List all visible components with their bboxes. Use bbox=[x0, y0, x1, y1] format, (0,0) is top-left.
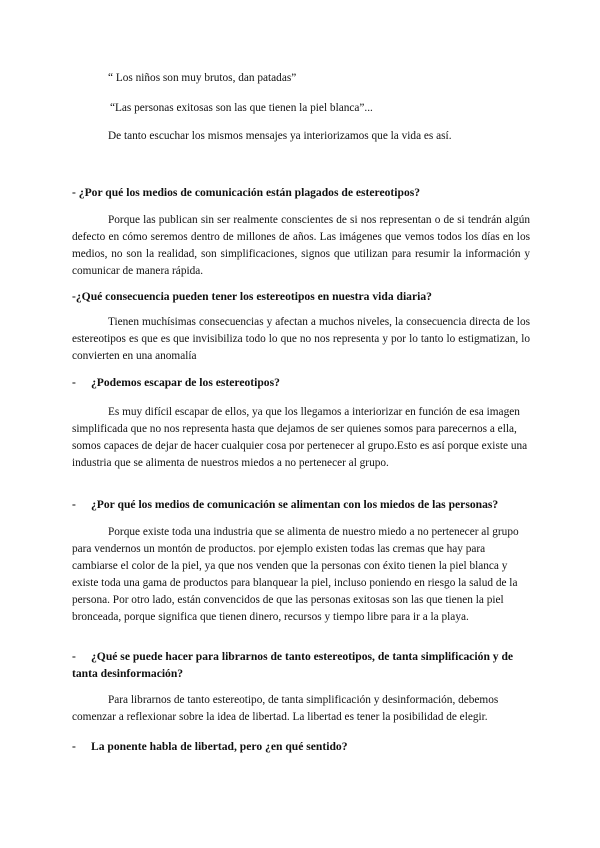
question-text: ¿Por qué los medios de comunicación están plagados de estereotipos? bbox=[78, 186, 421, 199]
dash: - bbox=[72, 498, 76, 511]
dash: - bbox=[72, 376, 76, 389]
question-5 bbox=[72, 648, 530, 682]
dash: - bbox=[72, 740, 76, 753]
question-text: ¿Qué se puede hacer para librarnos de tanto estereotipos, de tanta simplificación y de tanta desinformación? bbox=[72, 650, 514, 680]
question-2 bbox=[72, 288, 530, 305]
dash: - bbox=[72, 290, 76, 303]
question-6 bbox=[72, 738, 530, 755]
quote-1: “ Los niños son muy brutos, dan patadas” bbox=[108, 72, 297, 84]
quote-2: “Las personas exitosas son las que tienen la piel blanca”... bbox=[110, 102, 373, 114]
answer-1: Porque las publican sin ser realmente conscientes de si nos representan o de si tendrán algún defecto en cómo seremos dentro de millones de años. Las imágenes que vemos todos los días en los medios, no son la realidad, son simplificaciones, signos que utilizan para resumir la información y comunicar de manera rápida. bbox=[72, 214, 530, 277]
question-4 bbox=[72, 496, 530, 513]
question-1 bbox=[72, 184, 530, 201]
question-text: ¿Por qué los medios de comunicación se alimentan con los miedos de las personas? bbox=[91, 498, 499, 511]
answer-3: Es muy difícil escapar de ellos, ya que los llegamos a interiorizar en función de esa imagen simplificada que no nos representa hasta que dejamos de ser quienes somos para parecernos a ella, somos capaces de dejar de hacer cualquier cosa por pertenecer al grupo.Esto es así porque existe una industria que se alimenta de nuestros miedos a no pertenecer al grupo. bbox=[72, 406, 528, 469]
answer-5: Para librarnos de tanto estereotipo, de tanta simplificación y desinformación, debemos comenzar a reflexionar sobre la idea de libertad. La libertad es tener la posibilidad de elegir. bbox=[72, 694, 499, 723]
dash: - bbox=[72, 650, 76, 663]
question-text: ¿Podemos escapar de los estereotipos? bbox=[91, 376, 280, 389]
question-text: ¿Qué consecuencia pueden tener los estereotipos en nuestra vida diaria? bbox=[75, 290, 432, 303]
quote-3: De tanto escuchar los mismos mensajes ya interiorizamos que la vida es así. bbox=[108, 130, 452, 142]
answer-2: Tienen muchísimas consecuencias y afectan a muchos niveles, la consecuencia directa de los estereotipos es que es que invisibiliza todo lo que no nos representa y por lo tanto lo estigmatizan, lo convierten en una anomalía bbox=[72, 316, 530, 362]
dash: - bbox=[72, 186, 76, 199]
question-3 bbox=[72, 374, 530, 391]
answer-4: Porque existe toda una industria que se alimenta de nuestro miedo a no pertenecer al grupo para vendernos un montón de productos. por ejemplo existen todas las cremas que hay para cambiarse el color de la piel, ya que nos venden que la personas con éxito tienen la piel blanca y existe toda una gama de productos para blanquear la piel, incluso poniendo en riesgo la salud de la persona. Por otro lado, están convencidos de que las personas exitosas son las que tienen la piel bronceada, porque significa que tienen dinero, recursos y tiempo libre para ir a la playa. bbox=[72, 526, 519, 623]
question-text: La ponente habla de libertad, pero ¿en qué sentido? bbox=[91, 740, 348, 753]
